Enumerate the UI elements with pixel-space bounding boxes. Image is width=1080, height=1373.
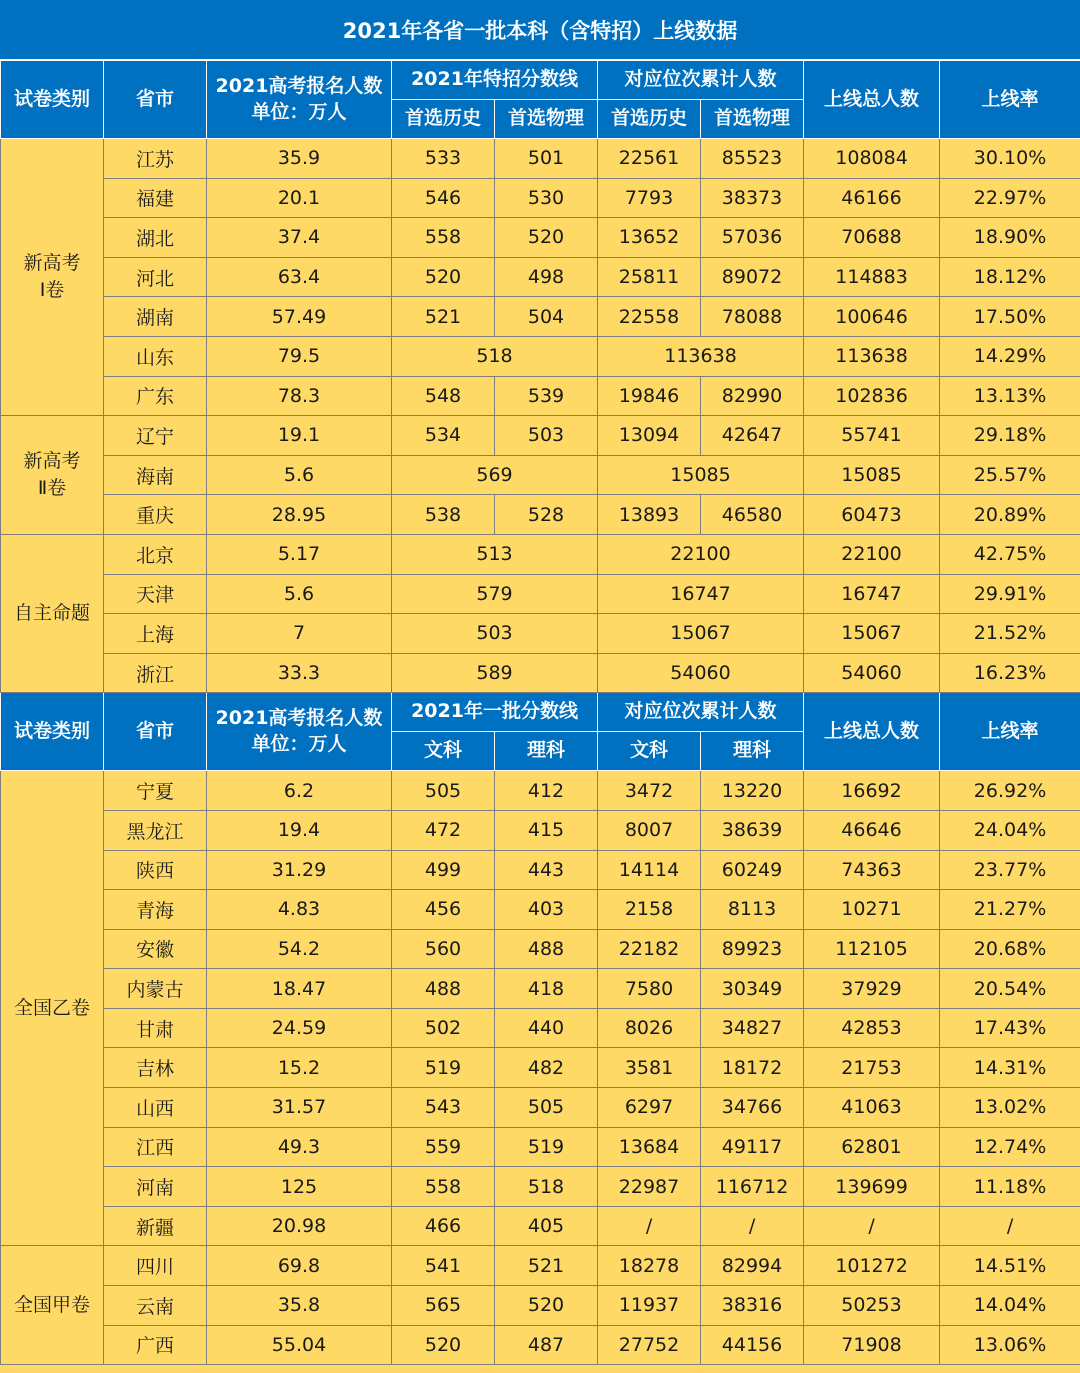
rank-a-cell: 2158 [598,890,701,930]
rank-b-cell: / [701,1206,804,1246]
total-cell: 108084 [804,139,940,179]
applicants-cell: 69.8 [207,1246,392,1286]
rate-cell: 17.43% [940,1008,1080,1048]
rank-b-cell: 78088 [701,297,804,337]
table-row [1,890,1080,930]
applicants-cell: 15.2 [207,1048,392,1088]
total-cell: 10271 [804,890,940,930]
applicants-cell: 7 [207,614,392,654]
rate-cell: 18.90% [940,218,1080,258]
rate-cell: 14.31% [940,1048,1080,1088]
score-a-cell: 502 [392,1008,495,1048]
table-row [1,1325,1080,1365]
rank-a-cell: 13094 [598,416,701,456]
rank-b-cell: 82990 [701,376,804,416]
rate-cell: 23.77% [940,850,1080,890]
table-row [1,218,1080,258]
rate-cell: 29.91% [940,574,1080,614]
rank-a-cell: 11937 [598,1286,701,1326]
total-cell: 71908 [804,1325,940,1365]
table-row [1,257,1080,297]
table-row [1,376,1080,416]
score-b-cell: 528 [495,495,598,535]
province-cell: 内蒙古 [104,969,207,1009]
rank-a-cell: 18278 [598,1246,701,1286]
rate-cell: 20.89% [940,495,1080,535]
province-cell: 湖北 [104,218,207,258]
applicants-cell: 6.2 [207,771,392,811]
rank-b-cell: 34766 [701,1088,804,1128]
paper-type-line1: 新高考 [23,252,81,275]
table-row [1,771,1080,811]
rate-cell: 14.04% [940,1286,1080,1326]
rank-a-cell: 22558 [598,297,701,337]
score-a-cell: 543 [392,1088,495,1128]
score-a-cell: 534 [392,416,495,456]
header-rate: 上线率 [940,693,1080,771]
score-b-cell: 518 [495,1167,598,1207]
header-paper-type: 试卷类别 [1,693,104,771]
rate-cell: 12.74% [940,1127,1080,1167]
rate-cell: 18.12% [940,257,1080,297]
applicants-cell: 5.6 [207,455,392,495]
rank-b-cell: 13220 [701,771,804,811]
province-cell: 黑龙江 [104,810,207,850]
subheader-sub-d: 首选物理 [701,100,804,139]
score-line-cell: 513 [392,534,598,574]
province-cell: 江西 [104,1127,207,1167]
province-cell: 广西 [104,1325,207,1365]
rank-a-cell: 22182 [598,929,701,969]
applicants-cell: 19.4 [207,810,392,850]
header-applicants-line1: 2021高考报名人数 [215,74,383,97]
score-a-cell: 548 [392,376,495,416]
rate-cell: 16.23% [940,653,1080,693]
header-province: 省市 [104,61,207,139]
total-cell: 54060 [804,653,940,693]
total-cell: 55741 [804,416,940,456]
rate-cell: 20.68% [940,929,1080,969]
rank-a-cell: 22987 [598,1167,701,1207]
table-row [1,1286,1080,1326]
applicants-cell: 20.98 [207,1206,392,1246]
rank-a-cell: 14114 [598,850,701,890]
table-row [1,1246,1080,1286]
score-a-cell: 533 [392,139,495,179]
table-row [1,1127,1080,1167]
total-cell: 114883 [804,257,940,297]
score-a-cell: 546 [392,178,495,218]
table-row [1,534,1080,574]
header-total: 上线总人数 [804,61,940,139]
table-row [1,495,1080,535]
total-cell: 60473 [804,495,940,535]
rank-a-cell: 7580 [598,969,701,1009]
score-b-cell: 403 [495,890,598,930]
rank-a-cell: 13652 [598,218,701,258]
rank-cell: 16747 [598,574,804,614]
score-b-cell: 520 [495,1286,598,1326]
rate-cell: 25.57% [940,455,1080,495]
table-row [1,297,1080,337]
rank-b-cell: 38316 [701,1286,804,1326]
rate-cell: 21.27% [940,890,1080,930]
rank-b-cell: 89923 [701,929,804,969]
subheader-sub-d: 理科 [701,732,804,771]
score-b-cell: 501 [495,139,598,179]
rank-b-cell: 82994 [701,1246,804,1286]
applicants-cell: 79.5 [207,336,392,376]
paper-type-line1: 新高考 [23,450,81,473]
rate-cell: 13.13% [940,376,1080,416]
applicants-cell: 31.57 [207,1088,392,1128]
rank-b-cell: 46580 [701,495,804,535]
province-cell: 宁夏 [104,771,207,811]
rank-a-cell: 8007 [598,810,701,850]
score-line-cell: 589 [392,653,598,693]
rank-b-cell: 18172 [701,1048,804,1088]
total-cell: 74363 [804,850,940,890]
province-cell: 上海 [104,614,207,654]
score-line-cell: 503 [392,614,598,654]
score-b-cell: 487 [495,1325,598,1365]
paper-type-cell [1,771,104,1246]
rank-a-cell: 8026 [598,1008,701,1048]
rank-a-cell: 27752 [598,1325,701,1365]
table-row [1,178,1080,218]
applicants-cell: 5.17 [207,534,392,574]
total-cell: 112105 [804,929,940,969]
rate-cell: 13.06% [940,1325,1080,1365]
rank-b-cell: 44156 [701,1325,804,1365]
rank-a-cell: 25811 [598,257,701,297]
rank-b-cell: 85523 [701,139,804,179]
province-cell: 广东 [104,376,207,416]
applicants-cell: 4.83 [207,890,392,930]
table-row [1,1008,1080,1048]
applicants-cell: 33.3 [207,653,392,693]
total-cell: / [804,1206,940,1246]
province-cell: 山西 [104,1088,207,1128]
rank-a-cell: 13893 [598,495,701,535]
rank-b-cell: 42647 [701,416,804,456]
score-b-cell: 405 [495,1206,598,1246]
rate-cell: 42.75% [940,534,1080,574]
total-cell: 100646 [804,297,940,337]
table-row [1,1088,1080,1128]
rate-cell: 20.54% [940,969,1080,1009]
rate-cell: 21.52% [940,614,1080,654]
header-paper-type: 试卷类别 [1,61,104,139]
total-cell: 101272 [804,1246,940,1286]
subheader-sub-c: 首选历史 [598,100,701,139]
rate-cell: 22.97% [940,178,1080,218]
total-cell: 139699 [804,1167,940,1207]
table-row [1,1167,1080,1207]
score-b-cell: 412 [495,771,598,811]
rank-a-cell: 3472 [598,771,701,811]
applicants-cell: 37.4 [207,218,392,258]
header-rank: 对应位次累计人数 [598,693,804,732]
total-cell: 15067 [804,614,940,654]
rank-b-cell: 57036 [701,218,804,258]
score-a-cell: 488 [392,969,495,1009]
header-applicants [207,61,392,139]
table-row [1,139,1080,179]
rank-a-cell: 6297 [598,1088,701,1128]
province-cell: 湖南 [104,297,207,337]
score-a-cell: 505 [392,771,495,811]
header-rank: 对应位次累计人数 [598,61,804,100]
applicants-cell: 31.29 [207,850,392,890]
total-cell: 46646 [804,810,940,850]
rank-b-cell: 49117 [701,1127,804,1167]
score-a-cell: 520 [392,1325,495,1365]
rank-cell: 54060 [598,653,804,693]
header-row [1,693,1080,732]
subheader-sub-a: 文科 [392,732,495,771]
score-b-cell: 530 [495,178,598,218]
rate-cell: 14.51% [940,1246,1080,1286]
total-cell: 16747 [804,574,940,614]
header-applicants-line2: 单位：万人 [251,732,347,755]
province-cell: 福建 [104,178,207,218]
paper-type-line2: Ⅱ卷 [37,477,67,500]
score-a-cell: 521 [392,297,495,337]
header-score-line: 2021年一批分数线 [392,693,598,732]
province-cell: 云南 [104,1286,207,1326]
header-applicants-line2: 单位：万人 [251,100,347,123]
table-row [1,810,1080,850]
province-cell: 重庆 [104,495,207,535]
province-cell: 河南 [104,1167,207,1207]
score-a-cell: 558 [392,218,495,258]
total-cell: 41063 [804,1088,940,1128]
total-cell: 16692 [804,771,940,811]
score-b-cell: 488 [495,929,598,969]
paper-type-line1: 全国甲卷 [13,1294,90,1317]
applicants-cell: 35.8 [207,1286,392,1326]
rank-a-cell: 7793 [598,178,701,218]
score-b-cell: 443 [495,850,598,890]
score-a-cell: 541 [392,1246,495,1286]
applicants-cell: 19.1 [207,416,392,456]
table-row [1,929,1080,969]
applicants-cell: 18.47 [207,969,392,1009]
score-a-cell: 559 [392,1127,495,1167]
province-cell: 海南 [104,455,207,495]
applicants-cell: 55.04 [207,1325,392,1365]
total-cell: 113638 [804,336,940,376]
admission-table [0,60,1080,1365]
table-row [1,416,1080,456]
score-a-cell: 499 [392,850,495,890]
subheader-sub-a: 首选历史 [392,100,495,139]
applicants-cell: 28.95 [207,495,392,535]
score-line-cell: 579 [392,574,598,614]
total-cell: 15085 [804,455,940,495]
applicants-cell: 57.49 [207,297,392,337]
total-cell: 62801 [804,1127,940,1167]
header-total: 上线总人数 [804,693,940,771]
score-b-cell: 418 [495,969,598,1009]
rank-cell: 15067 [598,614,804,654]
rank-a-cell: 22561 [598,139,701,179]
total-cell: 37929 [804,969,940,1009]
rate-cell: 11.18% [940,1167,1080,1207]
subheader-sub-b: 首选物理 [495,100,598,139]
rank-cell: 15085 [598,455,804,495]
paper-type-cell [1,534,104,692]
rank-b-cell: 34827 [701,1008,804,1048]
applicants-cell: 78.3 [207,376,392,416]
total-cell: 102836 [804,376,940,416]
score-b-cell: 482 [495,1048,598,1088]
header-row [1,61,1080,100]
score-b-cell: 503 [495,416,598,456]
province-cell: 四川 [104,1246,207,1286]
score-a-cell: 466 [392,1206,495,1246]
applicants-cell: 5.6 [207,574,392,614]
province-cell: 安徽 [104,929,207,969]
paper-type-line2: Ⅰ卷 [39,279,65,302]
score-a-cell: 560 [392,929,495,969]
province-cell: 江苏 [104,139,207,179]
total-cell: 42853 [804,1008,940,1048]
applicants-cell: 63.4 [207,257,392,297]
subheader-sub-b: 理科 [495,732,598,771]
score-a-cell: 558 [392,1167,495,1207]
applicants-cell: 125 [207,1167,392,1207]
province-cell: 山东 [104,336,207,376]
total-cell: 46166 [804,178,940,218]
paper-type-line1: 全国乙卷 [13,997,90,1020]
rank-a-cell: 13684 [598,1127,701,1167]
table-row [1,1048,1080,1088]
score-a-cell: 565 [392,1286,495,1326]
table-row [1,455,1080,495]
province-cell: 辽宁 [104,416,207,456]
score-b-cell: 539 [495,376,598,416]
province-cell: 青海 [104,890,207,930]
score-a-cell: 456 [392,890,495,930]
table-row [1,614,1080,654]
province-cell: 吉林 [104,1048,207,1088]
table-row [1,574,1080,614]
rank-cell: 22100 [598,534,804,574]
rank-b-cell: 30349 [701,969,804,1009]
rate-cell: 14.29% [940,336,1080,376]
rank-b-cell: 89072 [701,257,804,297]
rate-cell: / [940,1206,1080,1246]
paper-type-cell [1,416,104,535]
page-title: 2021年各省一批本科（含特招）上线数据 [0,0,1080,60]
total-cell: 70688 [804,218,940,258]
applicants-cell: 35.9 [207,139,392,179]
paper-type-cell [1,139,104,416]
rate-cell: 29.18% [940,416,1080,456]
total-cell: 22100 [804,534,940,574]
province-cell: 陕西 [104,850,207,890]
header-province: 省市 [104,693,207,771]
header-applicants [207,693,392,771]
rank-a-cell: / [598,1206,701,1246]
rank-cell: 113638 [598,336,804,376]
score-line-cell: 518 [392,336,598,376]
header-score-line: 2021年特招分数线 [392,61,598,100]
table-row [1,336,1080,376]
rate-cell: 26.92% [940,771,1080,811]
score-line-cell: 569 [392,455,598,495]
rank-b-cell: 60249 [701,850,804,890]
rank-b-cell: 8113 [701,890,804,930]
rate-cell: 30.10% [940,139,1080,179]
province-cell: 天津 [104,574,207,614]
total-cell: 21753 [804,1048,940,1088]
applicants-cell: 20.1 [207,178,392,218]
rate-cell: 24.04% [940,810,1080,850]
applicants-cell: 54.2 [207,929,392,969]
province-cell: 甘肃 [104,1008,207,1048]
header-rate: 上线率 [940,61,1080,139]
score-a-cell: 538 [392,495,495,535]
paper-type-cell [1,1246,104,1365]
applicants-cell: 49.3 [207,1127,392,1167]
province-cell: 河北 [104,257,207,297]
province-cell: 北京 [104,534,207,574]
score-b-cell: 498 [495,257,598,297]
header-applicants-line1: 2021高考报名人数 [215,707,383,730]
total-cell: 50253 [804,1286,940,1326]
table-row [1,1206,1080,1246]
score-b-cell: 520 [495,218,598,258]
score-b-cell: 440 [495,1008,598,1048]
table-row [1,850,1080,890]
rank-b-cell: 116712 [701,1167,804,1207]
score-b-cell: 415 [495,810,598,850]
rate-cell: 13.02% [940,1088,1080,1128]
paper-type-line1: 自主命题 [13,602,90,625]
score-a-cell: 519 [392,1048,495,1088]
score-b-cell: 504 [495,297,598,337]
score-a-cell: 472 [392,810,495,850]
rank-a-cell: 19846 [598,376,701,416]
score-b-cell: 505 [495,1088,598,1128]
subheader-sub-c: 文科 [598,732,701,771]
rank-b-cell: 38373 [701,178,804,218]
table-row [1,969,1080,1009]
score-b-cell: 519 [495,1127,598,1167]
rank-a-cell: 3581 [598,1048,701,1088]
rank-b-cell: 38639 [701,810,804,850]
province-cell: 新疆 [104,1206,207,1246]
province-cell: 浙江 [104,653,207,693]
score-a-cell: 520 [392,257,495,297]
applicants-cell: 24.59 [207,1008,392,1048]
score-b-cell: 521 [495,1246,598,1286]
table-row [1,653,1080,693]
rate-cell: 17.50% [940,297,1080,337]
